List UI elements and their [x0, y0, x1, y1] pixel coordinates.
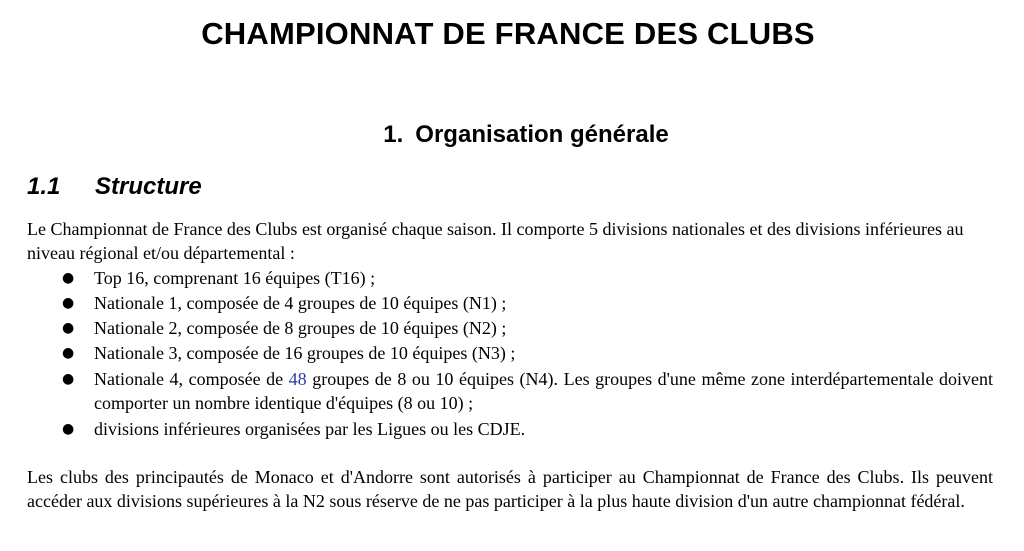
intro-paragraph: Le Championnat de France des Clubs est organisé chaque saison. Il comporte 5 divisions nationales et des divisions inférieures au niveau régional et/ou départemental :	[27, 219, 964, 263]
bullet-icon: ●	[62, 421, 75, 437]
list-item	[0, 341, 993, 365]
list-item-text: Top 16, comprenant 16 équipes (T16) ;	[94, 268, 376, 288]
section-heading	[0, 121, 1024, 149]
list-item	[0, 316, 993, 340]
bullet-icon: ●	[62, 270, 75, 286]
list-item-text: Nationale 3, composée de 16 groupes de 10 équipes (N3) ;	[94, 343, 516, 363]
list-item	[0, 367, 993, 415]
subsection-number: 1.1	[27, 173, 61, 200]
highlighted-number: 48	[288, 369, 307, 389]
bullet-icon: ●	[62, 295, 75, 311]
list-item-text: Nationale 2, composée de 8 groupes de 10 équipes (N2) ;	[94, 318, 507, 338]
list-item	[0, 291, 993, 315]
divisions-list	[0, 266, 993, 442]
subsection-heading	[27, 173, 202, 201]
list-item-text-start: Nationale 4, composée de	[94, 369, 289, 389]
bullet-icon: ●	[62, 371, 75, 387]
section-title: Organisation générale	[415, 121, 669, 148]
list-item	[0, 417, 993, 441]
list-item-text: Nationale 1, composée de 4 groupes de 10 équipes (N1) ;	[94, 293, 507, 313]
list-item-text-end: groupes de 8 ou 10 équipes (N4). Les groupes d'une même zone interdépartementale doivent comporter un nombre identique d'équipes (8 ou 10) ;	[94, 369, 994, 413]
list-item	[0, 266, 993, 290]
closing-paragraph: Les clubs des principautés de Monaco et d'Andorre sont autorisés à participer au Championnat de France des Clubs. Ils peuvent accéder aux divisions supérieures à la N2 sous réserve de ne pas participer à la plus haute division d'un autre championnat fédéral.	[27, 467, 993, 511]
subsection-title: Structure	[95, 173, 202, 200]
bullet-icon: ●	[62, 345, 75, 361]
section-number: 1.	[383, 121, 404, 148]
list-item-text: divisions inférieures organisées par les Ligues ou les CDJE.	[94, 419, 526, 439]
document-title: CHAMPIONNAT DE FRANCE DES CLUBS	[201, 16, 815, 51]
bullet-icon: ●	[62, 320, 75, 336]
